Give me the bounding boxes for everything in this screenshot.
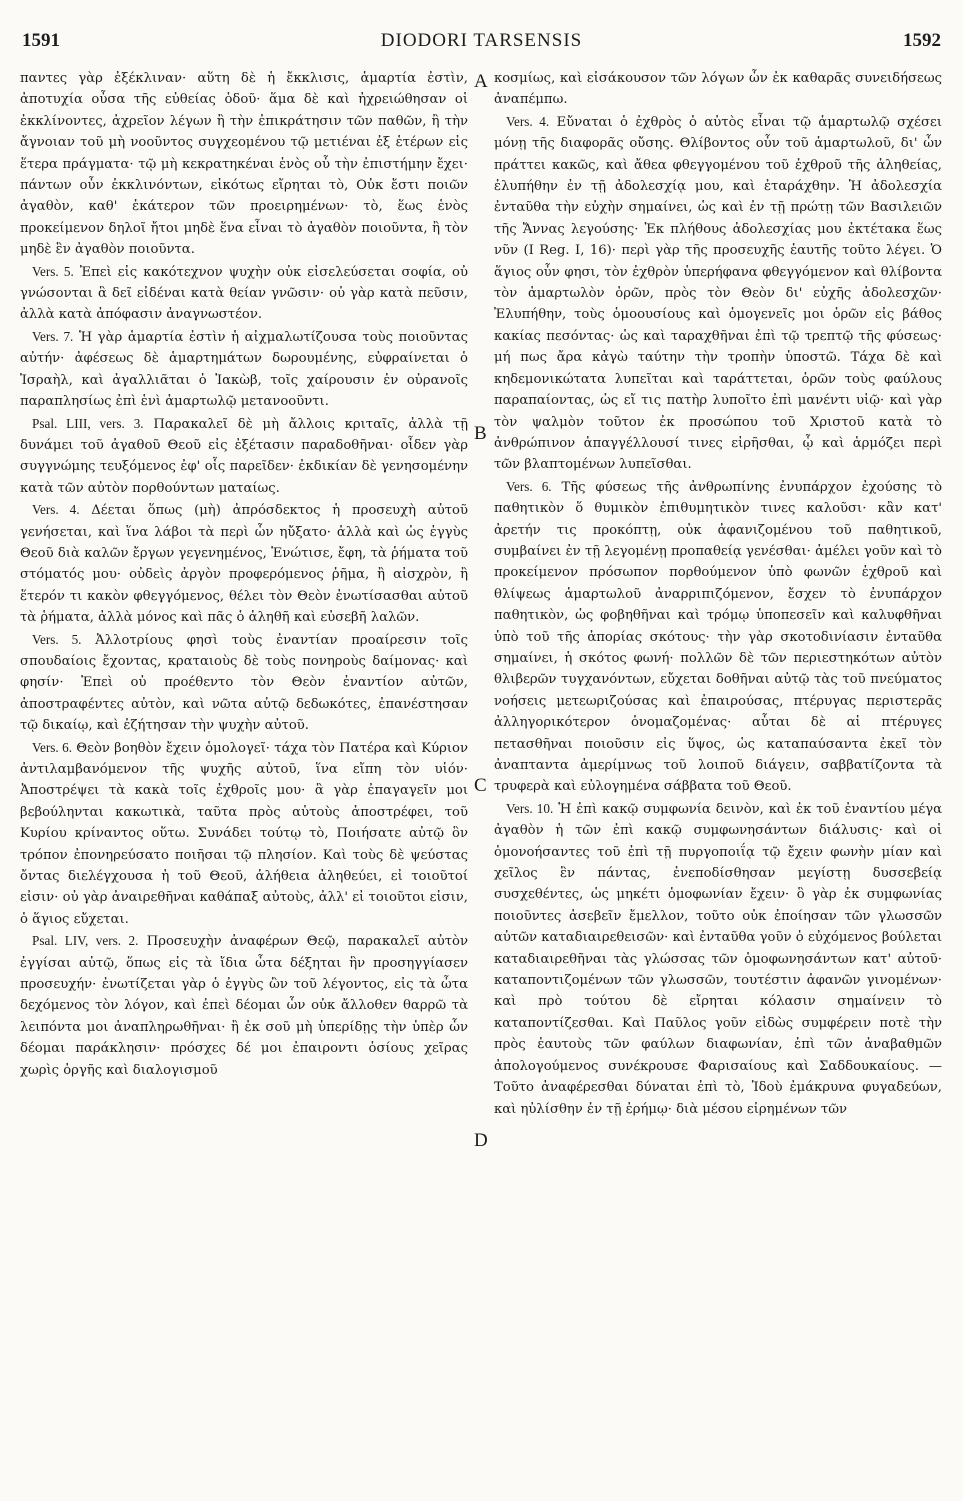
- paragraph-text: Ἡ γὰρ ἁμαρτία ἐστὶν ἡ αἰχμαλωτίζουσα τοὺς ποιοῦντας αὐτήν· ἀφέσεως δὲ ἁμαρτημάτων δωρουμένης, εὐφραίνεται ὁ Ἰσραὴλ, καὶ ἀγαλλιᾶται ὁ Ἰακὼβ, τοῖς χαίρουσιν ἐν οὐρανοῖς παραπλησίως ἐπὶ ἑνὶ ἁμαρτωλῷ μετανοοῦντι.: [20, 329, 468, 410]
- verse-reference: Vers. 6.: [506, 478, 552, 494]
- verse-reference: Vers. 10.: [506, 800, 554, 816]
- right-column: [494, 68, 942, 1486]
- verse-reference: Vers. 4.: [32, 502, 80, 518]
- paragraph-text: Ἐπεὶ εἰς κακότεχνον ψυχὴν οὐκ εἰσελεύσεται σοφία, οὐ γνώσονται ἃ δεῖ εἰδέναι κατὰ θείαν γνῶσιν· οὐ γὰρ κατὰ πεῦσιν, ἀλλὰ κατὰ ἀπόφασιν ἀναγνωστέον.: [20, 264, 468, 323]
- verse-reference: Vers. 7.: [32, 328, 74, 344]
- section-marker-a: A: [474, 71, 488, 92]
- section-marker-c: C: [474, 775, 487, 796]
- paragraph: [494, 68, 942, 111]
- verse-reference: Psal. LIII, vers. 3.: [32, 415, 144, 431]
- paragraph-text: Παρακαλεῖ δὲ μὴ ἄλλοις κριταῖς, ἀλλὰ τῇ δυνάμει τοῦ ἀγαθοῦ Θεοῦ εἰς ἐξέτασιν παραδοθῆναι· οἶδεν γὰρ συγγνώμης τευξόμενος ἐφ' οἷς παρεῖδεν· ἐκδικίαν δὲ γενησομένην κατὰ τῶν αὐτὸν πορθούντων ματαίως.: [20, 416, 468, 496]
- paragraph-text: Προσευχὴν ἀναφέρων Θεῷ, παρακαλεῖ αὐτὸν ἐγγίσαι αὐτῷ, ὅπως εἰς τὰ ἴδια ὦτα δέξηται ἣν προσηγγίασεν προσευχήν· ἐνωτίζεται γὰρ ὁ ἐγγὺς ὢν τοῦ λέγοντος, εἰς τὰ ὦτα δεχόμενος τὸν λόγον, καὶ ἐπεὶ δέομαι ὧν οὐκ ἄλλοθεν θαρρῶ τὰ λειπόντα μοι ἀναπληρωθῆναι· ἢ ἐκ σοῦ μὴ ὑπερίδῃς τὴν ὑπὲρ ὧν δέομαι παράκλησιν· πρόσχες δέ μοι ἐπαιροντι ὁσίους χεῖρας χωρὶς ὀργῆς καὶ διαλογισμοῦ: [20, 934, 468, 1078]
- paragraph: [20, 261, 468, 326]
- paragraph: [20, 930, 468, 1081]
- paragraph-text: Δέεται ὅπως (μὴ) ἀπρόσδεκτος ἡ προσευχὴ αὐτοῦ γενήσεται, καὶ ἵνα λάβοι τὰ περὶ ὧν ηὔξατο· ἀλλὰ καὶ ὡς ἐγγὺς Θεοῦ διὰ καλῶν ἔργων γεγενημένος, Ἐνώτισε, ἔφη, τὰ ῥήματα τοῦ στόματός μου· οὐδεὶς ἀργὸν προφερόμενος ῥῆμα, ἢ αἰσχρὸν, ἢ ἕτερόν τι κακὸν φθεγγόμενος, θέλει τὸν Θεὸν ἐνωτίσασθαι αὐτοῦ τὰ ῥήματα, ἀλλὰ μόνος καὶ πᾶς ὁ ἀληθῆ καὶ εὐσεβῆ λαλῶν.: [20, 503, 468, 626]
- paragraph: [20, 68, 468, 261]
- running-title: DIODORI TARSENSIS: [380, 30, 583, 51]
- paragraph-text: παντες γὰρ ἐξέκλιναν· αὕτη δὲ ἡ ἔκκλισις, ἁμαρτία ἐστὶν, ἀποτυχία οὖσα τῆς εὐθείας ὁδοῦ· ἅμα δὲ καὶ ἠχρειώθησαν οἱ ἐκκλίνοντες, ἀχρεῖον λέγων ἢ τὴν ἐπικράτησιν τῶν παθῶν, ἢ τὴν ἄγνοιαν τοῦ μὴ νοοῦντος συγχεομένου τῷ μετιέναι ἐξ ἑτέρων εἰς ἕτερα πράγματα· τῷ μὴ κεκρατηκέναι ἑνὸς οὗ τὴν ἐπιστήμην ἔχει· πάντων οὖν ἐκκλινόντων, εἰκότως εἴρηται τὸ, Οὐκ ἔστι ποιῶν ἀγαθὸν, καθ' ἑκάτερον τῶν προειρημένων· τὸ, ἕως ἑνὸς προκείμενον δηλοῖ ἤτοι μηδὲ ἕνα εἶναι τὸ ἀγαθὸν ποιοῦντα, ἢ τὸν μηδὲ ἓν ἀγαθὸν ποιοῦντα.: [20, 71, 468, 258]
- paragraph: [20, 413, 468, 500]
- left-column: [20, 68, 468, 1486]
- verse-reference: Vers. 5.: [32, 631, 82, 647]
- verse-reference: Vers. 4.: [506, 113, 550, 129]
- section-marker-b: B: [474, 423, 487, 444]
- paragraph-text: κοσμίως, καὶ εἰσάκουσον τῶν λόγων ὧν ἐκ καθαρᾶς συνειδήσεως ἀναπέμπω.: [494, 71, 942, 108]
- paragraph: [20, 737, 468, 931]
- paragraph-text: Τῆς φύσεως τῆς ἀνθρωπίνης ἐνυπάρχον ἐχούσης τὸ παθητικὸν ὅ θυμικὸν ἐπιθυμητικὸν τινες καλοῦσι· κἂν κατ' ἀρετήν τις προκόπτῃ, οὐκ ἀφανιζομένου τοῦ παθητικοῦ, συμβαίνει ἐν τῇ λεγομένῃ προπαθείᾳ γενέσθαι· ἀμέλει γοῦν καὶ τὸ προκείμενον πρόσωπον πορθούμενον ὑπὸ φωνῶν ἐχθροῦ καὶ θλίψεως ἁμαρτωλοῦ ἀναρριπιζόμενον, ἔσχεν τὸ ἐνυπάρχον παθητικὸν, ὡς φοβηθῆναι καὶ τρόμῳ ὑποπεσεῖν καὶ καλυφθῆναι ὑπὸ τοῦ τῆς ἀπορίας σκότους· τὴν γὰρ σκοτοδινίασιν ἐνταῦθα σημαίνει, ἡ σκότος φωνή· πολλῶν δὲ τῶν περιεστηκότων αὐτὸν θλιβερῶν τυγχανόντων, εὔχεται δοθῆναι αὐτῷ τὰς τοῦ πνεύματος νοήσεις μετεωριζούσας καὶ ἐπαιρούσας, πτέρυγας περιστερᾶς ἀλληγορικότερον ὀνομαζομένας· αὗται δὲ αἱ πτέρυγες πετασθῆναι ποιοῦσιν εἰς ὕψος, ὡς καταπαύσαντα ἐκεῖ τὸν ἀναπταντα ἀμερίμνως τοῦ λοιποῦ διάγειν, σαββατίζοντα τὰ τρυφερὰ καὶ εὐλογημένα σάββατα τοῦ Θεοῦ.: [494, 479, 942, 795]
- paragraph-text: Εὔναται ὁ ἐχθρὸς ὁ αὐτὸς εἶναι τῷ ἁμαρτωλῷ σχέσει μόνῃ τῆς διαφορᾶς οὔσης. Θλίβοντος οὖν τοῦ ἁμαρτωλοῦ, δι' ὧν πράττει κακῶς, καὶ ἄθεα φθεγγομένου τοῦ ἐχθροῦ τῆς ἀληθείας, ἐλυπήθην ἐν τῇ ἀδολεσχίᾳ μου, καὶ ἐταράχθην. Ἡ ἀδολεσχία ἐνταῦθα τὴν εὐχὴν σημαίνει, ὡς καὶ ἐν τῇ πρώτῃ τῶν Βασιλειῶν τῆς Ἄννας λεγούσης· Ἐκ πλήθους ἀδολεσχίας μου ἐκτέτακα ἕως νῦν (I Reg. I, 16)· περὶ γὰρ τῆς προσευχῆς ἑαυτῆς τοῦτο λέγει. Ὁ ἅγιος οὖν φησι, τὸν ἐχθρὸν ὑπερήφανα φθεγγόμενον καὶ θλίβοντα τὸν ἁμαρτωλὸν ὁρῶν, πρὸς τὸν Θεὸν δι' εὐχῆς ἀδολεσχῶν· Ἐλυπήθην, τοὺς ὁμοουσίους καὶ ὁμογενεῖς μοι ὁρῶν εἰς βάθος κακίας πεσόντας· ὡς καὶ ταραχθῆναι ἐπὶ τῷ τρεπτῷ τῆς φύσεως· μή πως ἄρα κἀγὼ ταύτην τὴν τροπὴν ὑποστῶ. Τάχα δὲ καὶ κηδεμονικώτατα λυπεῖται καὶ ταράττεται, ὁρῶν τοὺς φαύλους παραπαίοντας, ὡς εἴ τις πατὴρ λυποῖτο ἐπὶ μανέντι υἱῷ· καὶ γὰρ τὸν ψαλμὸν τοῦτον ἐκ προσώπου τοῦ Χριστοῦ κατὰ τὸ ἀνθρώπινον ἀπαγγέλλουσί τινες εἰρῆσθαι, ᾧ καὶ ἁρμόζει περὶ τῶν βλαπτομένων λυπεῖσθαι.: [494, 114, 942, 473]
- paragraph: [494, 111, 942, 476]
- paragraph: [494, 476, 942, 798]
- page-number-right: 1592: [903, 30, 941, 51]
- paragraph: [494, 798, 942, 1120]
- paragraph-text: Θεὸν βοηθὸν ἔχειν ὁμολογεῖ· τάχα τὸν Πατέρα καὶ Κύριον ἀντιλαμβανόμενον τῆς ψυχῆς αὐτοῦ, ἵνα εἴπη τὸν υἱόν· Ἀποστρέψει τὰ κακὰ τοῖς ἐχθροῖς μου· ἃ γὰρ ἐπαγαγεῖν μοι βεβούληνται κακωτικὰ, ταῦτα πρὸς αὐτοὺς ἀποστρέφει, τοῦ Κυρίου κρίναντος οὕτω. Συνάδει τούτῳ τὸ, Ποιήσατε αὐτῷ ὃν τρόπον ἐπονηρεύσατο ποιῆσαι τῷ πλησίον. Καὶ τοὺς δὲ ψεύστας ὄντας διελέγχουσα ἡ τοῦ Θεοῦ, ἀλήθεια ἀληθεύει, εἰ τοιοῦτοί εἰσιν· οὐ γὰρ ἀναιρεθῆναι καθάπαξ αὐτοὺς, ἀλλ' εἰ τοιοῦτοι εἰσιν, ὁ ἅγιος εὔχεται.: [20, 740, 468, 927]
- verse-reference: Vers. 5.: [32, 263, 74, 279]
- paragraph: [20, 629, 468, 737]
- page-header: [0, 0, 963, 70]
- paragraph-text: Ἀλλοτρίους φησὶ τοὺς ἐναντίαν προαίρεσιν τοῖς σπουδαίοις ἔχοντας, κραταιοὺς δὲ τοὺς πονηροὺς δαίμονας· καὶ φησίν· Ἐπεὶ οὐ προέθεντο τὸν Θεὸν ἐναντίον αὐτῶν, ἀποστραφέντες αὐτὸν, καὶ νῶτα αὐτῷ δεδωκότες, ἐπανέστησαν τῷ δικαίῳ, καὶ ἐζήτησαν τὴν ψυχὴν αὐτοῦ.: [20, 632, 468, 734]
- paragraph: [20, 326, 468, 413]
- page-number-left: 1591: [22, 30, 60, 51]
- verse-reference: Vers. 6.: [32, 739, 73, 755]
- section-marker-d: D: [474, 1130, 488, 1151]
- paragraph-text: Ἡ ἐπὶ κακῷ συμφωνία δεινὸν, καὶ ἐκ τοῦ ἐναντίου μέγα ἀγαθὸν ἡ τῶν ἐπὶ κακῷ συμφωνησάντων διάλυσις· καὶ οἱ ὁμονοήσαντες τοῦ ἐπὶ τῇ πυργοποιΐᾳ τῷ ἔχειν φωνὴν μίαν καὶ χεῖλος ἓν πάντας, ἐνεποδίσθησαν μεγίστῃ δυσσεβείᾳ συσχεθέντες, ὡς μηκέτι ὁμοφωνίαν ἔχειν· ὃ γὰρ ἐκ συμφωνίας ποιοῦντες ἀσεβεῖν ἔμελλον, τοῦτο οὐκ ἐποίησαν τῶν γλωσσῶν αὐτῶν καταδιαιρεθεισῶν· καὶ ἐνταῦθα γοῦν ὁ εὐχόμενος βούλεται καταδιαιρεθῆναι τὰς γλώσσας τῶν ὁμοφωνησάντων κατ' αὐτοῦ· καταποντιζομένων τῶν γλωσσῶν, τουτέστιν ἀφανῶν γινομένων· καὶ πρὸ τούτου δὲ εἴρηται κόλασιν σημαίνειν τὸ καταποντίζεσθαι. Καὶ Παῦλος γοῦν εἰδὼς συμφέρειν ποτὲ τὴν πρὸς ἑαυτοὺς τῶν φαύλων διαφωνίαν, ἐπὶ τῶν ἀναβαθμῶν ἀπολογούμενος συνέκρουσε Φαρισαίους καὶ Σαδδουκαίους. — Τοῦτο ἀναφέρεσθαι δύναται ἐπὶ τὸ, Ἰδοὺ ἐμάκρυνα φυγαδεύων, καὶ ηὐλίσθην ἐν τῇ ἐρήμῳ· διὰ μέσου εἰρημένων τῶν: [494, 801, 942, 1117]
- verse-reference: Psal. LIV, vers. 2.: [32, 933, 139, 949]
- paragraph: [20, 499, 468, 628]
